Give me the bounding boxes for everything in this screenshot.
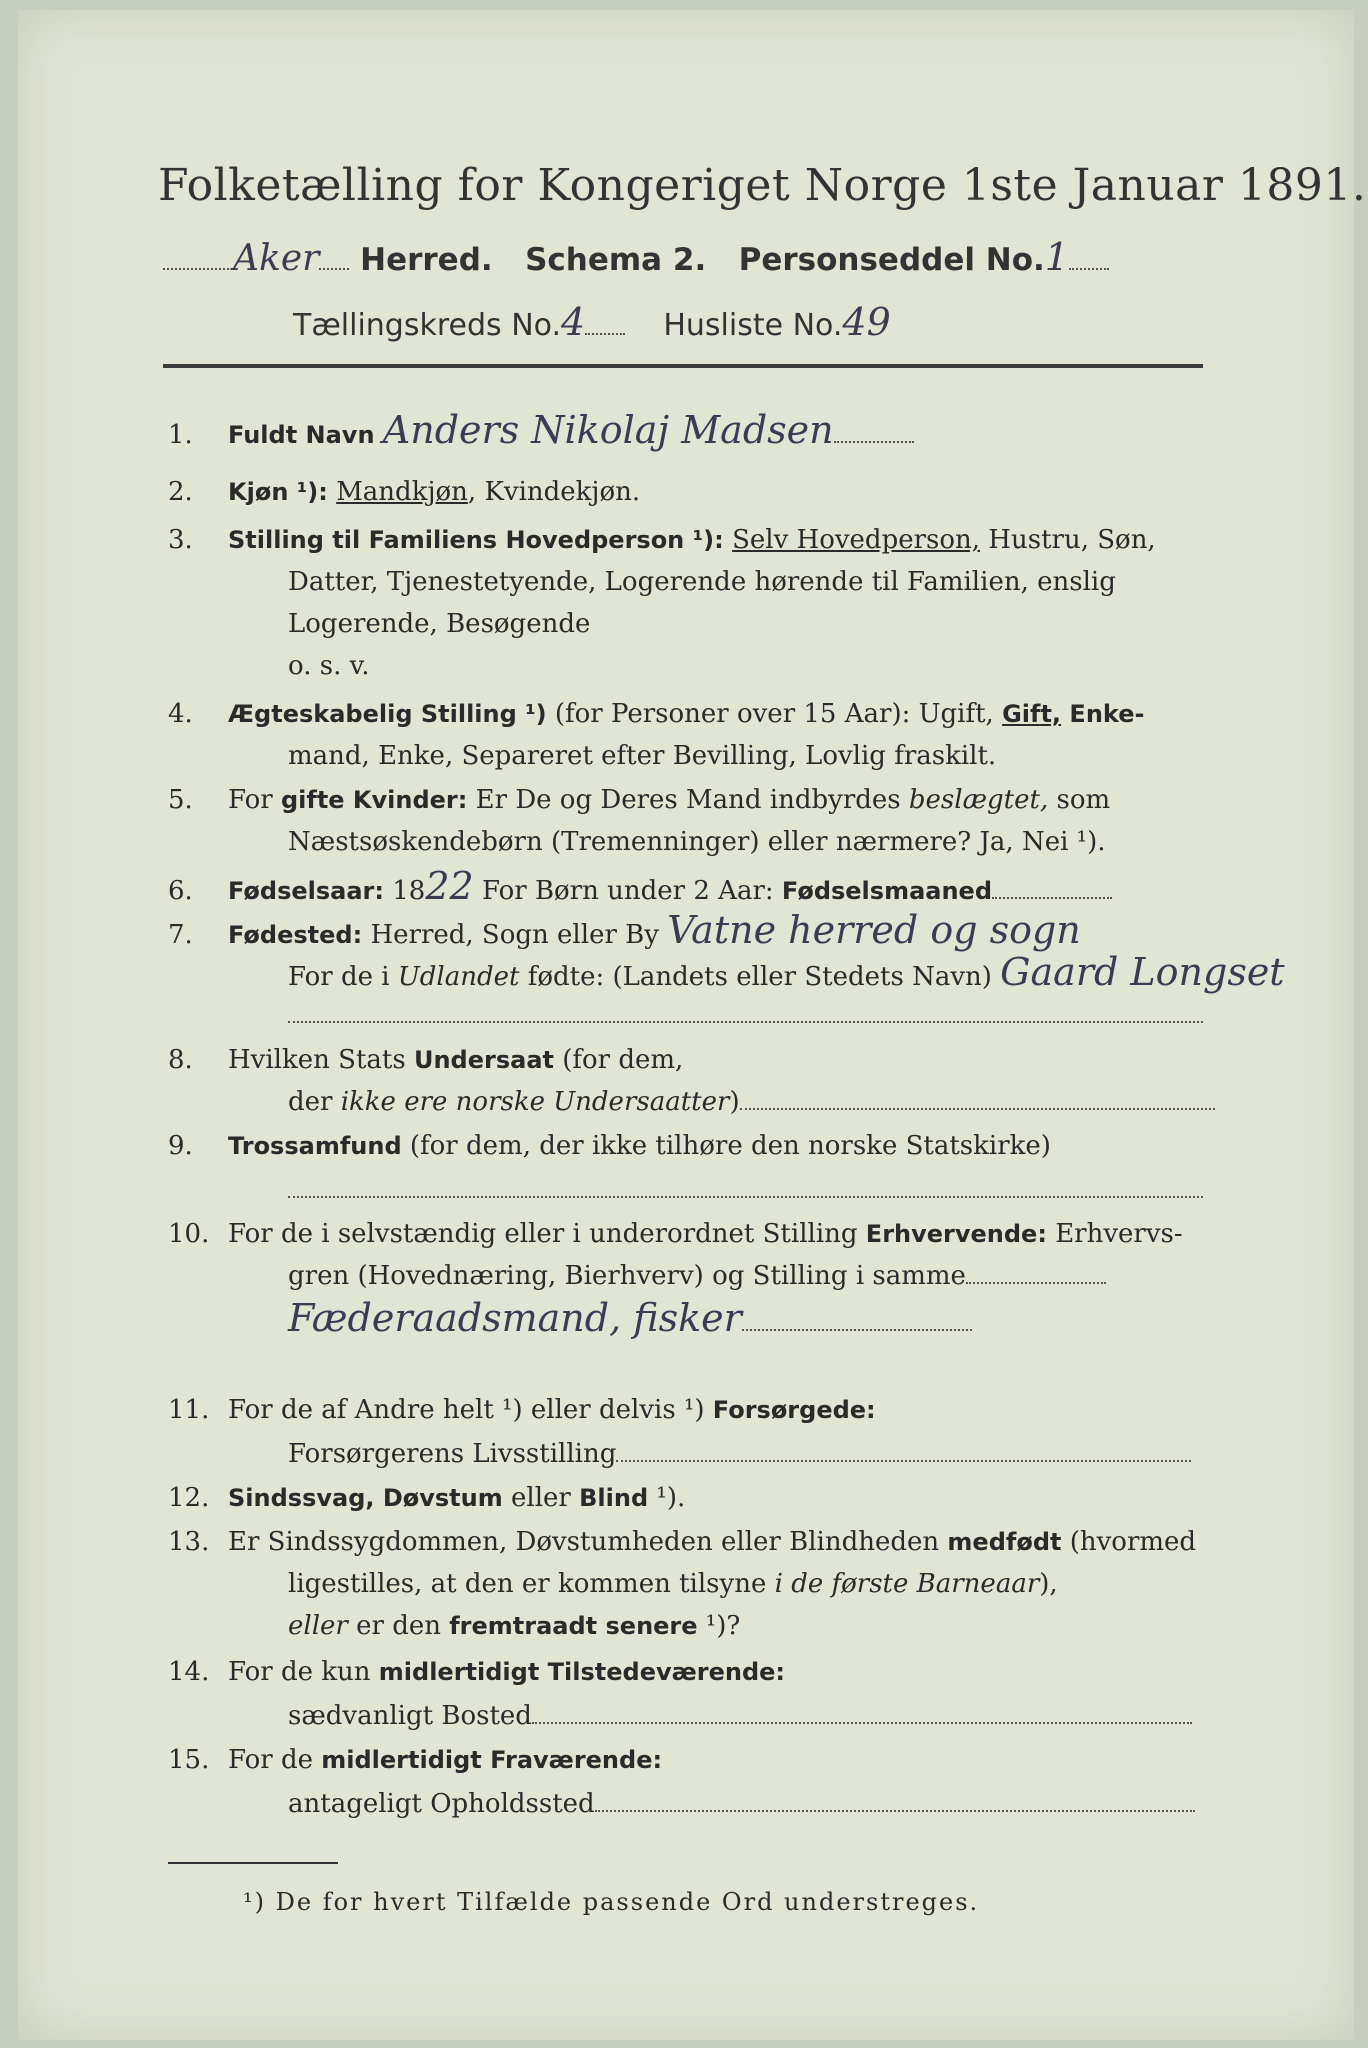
field-number: 4. (168, 699, 193, 729)
congenital-line2: ligestilles, at den er kommen tilsyne i de første Barneaar), (288, 1569, 1058, 1599)
field-number: 3. (168, 525, 193, 555)
herred-value: Aker (233, 238, 320, 279)
sex-selected-option: Mandkjøn (336, 477, 468, 507)
sex-other-option: , Kvindekjøn. (467, 477, 641, 507)
name-value: Anders Nikolaj Madsen (382, 408, 834, 452)
kreds-value: 4 (561, 300, 586, 344)
field-label: Ægteskabelig Stilling ¹) (228, 700, 547, 728)
birthyear-value: 22 (425, 864, 474, 908)
field-number: 5. (168, 785, 193, 815)
field-14-temporary-present (168, 1652, 1213, 1692)
field-label: Fødselsaar: (228, 877, 384, 905)
field-label: medfødt (947, 1528, 1062, 1556)
birthplace-foreign-line (288, 952, 1285, 997)
husliste-value: 49 (842, 300, 891, 344)
field-number: 10. (168, 1219, 210, 1249)
field-text: Forsørgerens Livsstilling (288, 1439, 617, 1469)
supported-line2 (288, 1434, 1191, 1474)
field-text-italic: eller (288, 1611, 348, 1641)
field-7-birthplace (168, 910, 1213, 955)
form-title: Folketælling for Kongeriget Norge 1ste Januar 1891. (158, 160, 1367, 211)
citizenship-line2: der ikke ere norske Undersaatter) (288, 1082, 1215, 1122)
field-label: Forsørgede: (712, 1396, 876, 1424)
field-10-occupation (168, 1214, 1213, 1254)
field-text: der (288, 1087, 341, 1117)
field-text-italic: Udlandet (397, 962, 520, 992)
occupation-value-line (288, 1298, 972, 1343)
position-options: Hustru, Søn, (980, 525, 1156, 555)
marital-options-rest: Enke- (1061, 700, 1145, 728)
field-text: For Børn under 2 Aar: (473, 876, 782, 906)
field-number: 15. (168, 1745, 210, 1775)
field-number: 8. (168, 1045, 193, 1075)
herred-label: Herred. (360, 242, 493, 278)
field-number: 12. (168, 1483, 210, 1513)
field-text: For de af Andre helt ¹) eller delvis ¹) (228, 1395, 713, 1425)
field-text-italic: i de første Barneaar (774, 1569, 1040, 1599)
field-text-italic: ikke ere norske Undersaatter (340, 1087, 730, 1117)
field-text: sædvanligt Bosted (288, 1701, 532, 1731)
field-text-italic: beslægtet, (908, 785, 1049, 815)
field-13-congenital (168, 1522, 1213, 1562)
field-label: Fødested: (228, 921, 363, 949)
field-1-name (168, 410, 1213, 455)
schema-label: Schema 2. (525, 242, 707, 278)
field-label: Trossamfund (228, 1132, 402, 1160)
field-5-related (168, 780, 1213, 820)
temporary-present-line2 (288, 1696, 1192, 1736)
position-options-line4: o. s. v. (288, 651, 370, 681)
marital-options-line2: mand, Enke, Separeret efter Bevilling, Lovlig fraskilt. (288, 741, 997, 771)
occupation-line2 (288, 1256, 1106, 1296)
field-text: ¹)? (697, 1611, 741, 1641)
field-2-sex (168, 472, 1213, 512)
field-text: gren (Hovednæring, Bierhverv) og Stilling i samme (288, 1261, 966, 1291)
field-6-birthyear (168, 866, 1213, 911)
congenital-line3 (288, 1606, 740, 1646)
field-text: er den (347, 1611, 450, 1641)
header-rule (163, 364, 1203, 368)
field-label: fremtraadt senere (449, 1612, 698, 1640)
field-11-supported (168, 1390, 1213, 1430)
field-label: midlertidigt Fraværende: (321, 1746, 663, 1774)
dotted-line (288, 995, 1203, 1035)
field-text: For de (228, 1745, 322, 1775)
field-label: Sindssvag, Døvstum (228, 1484, 503, 1512)
birthyear-prefix: 18 (384, 876, 426, 906)
field-number: 1. (168, 420, 193, 450)
dotted-line (288, 1170, 1203, 1210)
field-12-disability (168, 1478, 1213, 1518)
field-label: Kjøn ¹): (228, 478, 337, 506)
field-label: midlertidigt Tilstedeværende: (378, 1658, 786, 1686)
field-text: antageligt Opholdssted (288, 1789, 595, 1819)
position-selected-option: Selv Hovedperson, (732, 525, 981, 555)
field-text: (for dem, der ikke tilhøre den norske Statskirke) (401, 1131, 1051, 1161)
field-text: Hvilken Stats (228, 1045, 414, 1075)
occupation-value: Fæderaadsmand, fisker (288, 1296, 742, 1340)
field-text: For de kun (228, 1657, 379, 1687)
field-label: Undersaat (413, 1046, 554, 1074)
field-4-marital (168, 694, 1213, 734)
field-label: Stilling til Familiens Hovedperson ¹): (228, 526, 733, 554)
kreds-husliste-line (293, 300, 1093, 350)
birthplace-value: Vatne herred og sogn (667, 908, 1081, 952)
field-number: 7. (168, 920, 193, 950)
birthplace-farm-value: Gaard Longset (1000, 950, 1285, 994)
field-text: Erhvervs- (1046, 1219, 1183, 1249)
position-options-line2: Datter, Tjenestetyende, Logerende hørende til Familien, enslig (288, 567, 1116, 597)
husliste-label: Husliste No. (663, 308, 843, 343)
kreds-label: Tællingskreds No. (293, 308, 561, 343)
herred-schema-line (163, 235, 1208, 285)
field-text: For de i (288, 962, 398, 992)
personseddel-label: Personseddel No. (738, 242, 1045, 278)
position-options-line3: Logerende, Besøgende (288, 609, 591, 639)
temporary-absent-line2 (288, 1784, 1195, 1824)
field-text: Er Sindssygdommen, Døvstumheden eller Blindheden (228, 1527, 948, 1557)
field-text: eller (502, 1483, 580, 1513)
field-text: For de i selvstændig eller i underordnet Stilling (228, 1219, 866, 1249)
related-line2: Næstsøskendebørn (Tremenninger) eller nærmere? Ja, Nei ¹). (288, 827, 1106, 857)
field-number: 11. (168, 1395, 210, 1425)
field-text: Herred, Sogn eller By (362, 920, 659, 950)
field-label: gifte Kvinder: (280, 786, 468, 814)
field-label: Fuldt Navn (228, 421, 375, 449)
footnote-rule (168, 1862, 338, 1864)
census-form (18, 10, 1367, 2040)
form-header (158, 160, 1367, 211)
field-number: 13. (168, 1527, 210, 1557)
field-label: Erhvervende: (865, 1220, 1047, 1248)
field-text: For (228, 785, 281, 815)
marital-options: (for Personer over 15 Aar): Ugift, (546, 699, 1003, 729)
field-number: 6. (168, 876, 193, 906)
field-3-position (168, 520, 1213, 560)
field-15-temporary-absent (168, 1740, 1213, 1780)
field-text: som (1048, 785, 1111, 815)
marital-selected-option: Gift, (1002, 700, 1062, 728)
field-text: fødte: (Landets eller Stedets Navn) (519, 962, 992, 992)
field-text: (hvormed (1061, 1527, 1197, 1557)
field-text: ¹). (648, 1483, 686, 1513)
field-text: (for dem, (553, 1045, 684, 1075)
footnote: ¹) De for hvert Tilfælde passende Ord understreges. (243, 1888, 980, 1916)
field-label: Fødselsmaaned (781, 877, 993, 905)
field-number: 14. (168, 1657, 210, 1687)
field-8-citizenship (168, 1040, 1213, 1080)
field-number: 9. (168, 1131, 193, 1161)
field-number: 2. (168, 477, 193, 507)
field-9-religion (168, 1126, 1213, 1166)
field-text: Er De og Deres Mand indbyrdes (467, 785, 909, 815)
field-text: ligestilles, at den er kommen tilsyne (288, 1569, 775, 1599)
field-label: Blind (579, 1484, 649, 1512)
personseddel-value: 1 (1044, 235, 1069, 279)
